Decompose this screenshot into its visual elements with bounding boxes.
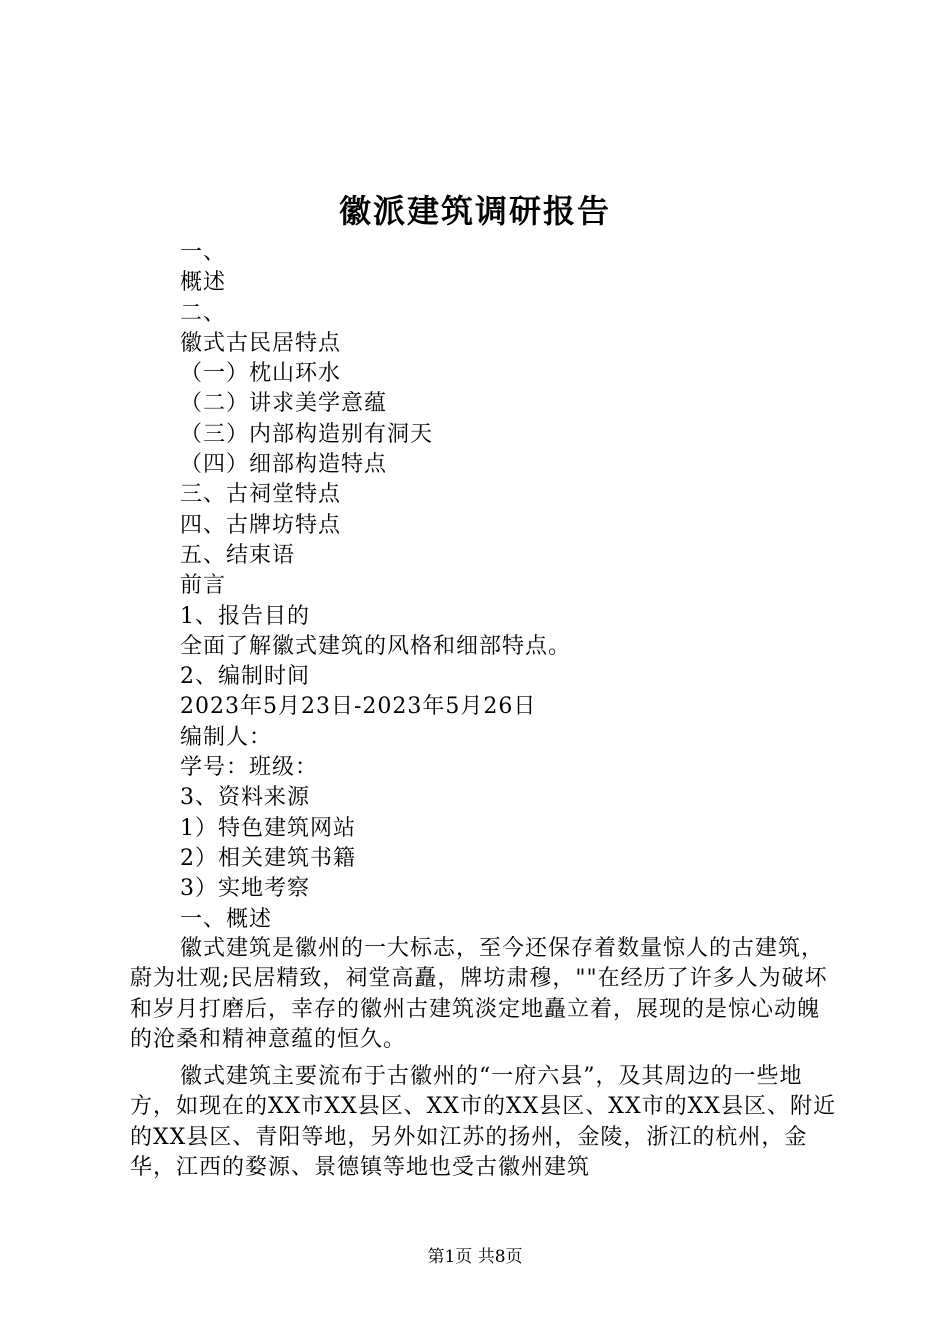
outline-line: 三、古祠堂特点	[180, 482, 342, 508]
outline-list	[180, 238, 840, 935]
outline-line: 1、报告目的	[180, 603, 310, 629]
outline-line: 3、资料来源	[180, 785, 310, 811]
outline-line: 2023年5月23日-2023年5月26日	[180, 694, 537, 720]
outline-line: 一、概述	[180, 906, 273, 932]
document-title: 徽派建筑调研报告	[338, 192, 611, 230]
outline-line: 一、	[180, 240, 227, 265]
body-paragraph	[130, 1062, 840, 1184]
outline-line: 概述	[180, 270, 227, 296]
outline-line: 全面了解徽式建筑的风格和细部特点。	[180, 633, 572, 659]
outline-line: 前言	[180, 573, 227, 599]
outline-line: 1）特色建筑网站	[180, 815, 356, 841]
outline-line: 2、编制时间	[180, 664, 310, 690]
outline-line: 学号：班级：	[180, 755, 319, 781]
body-paragraph	[130, 934, 840, 1055]
paragraph-text: 徽式建筑是徽州的一大标志，至今还保存着数量惊人的古建筑，蔚为壮观;民居精致，祠堂高矗，牌坊肃穆，""在经历了许多人为破坏和岁月打磨后，幸存的徽州古建筑淡定地矗立着，展现的是惊心动魄的沧桑和精神意蕴的恒久。	[130, 936, 828, 1052]
paragraph-text: 徽式建筑主要流布于古徽州的“一府六县”，及其周边的一些地方，如现在的XX市XX县区、XX市的XX县区、XX市的XX县区、附近的XX县区、青阳等地，另外如江苏的扬州，金陵，浙江的杭州，金华，江西的婺源、景德镇等地也受古徽州建筑	[130, 1064, 836, 1180]
outline-line: （三）内部构造别有洞天	[180, 421, 434, 447]
outline-line: （二）讲求美学意蕴	[180, 391, 388, 417]
outline-line: 3）实地考察	[180, 876, 310, 902]
outline-line: 四、古牌坊特点	[180, 512, 342, 538]
outline-line: （四）细部构造特点	[180, 452, 388, 478]
outline-line: 二、	[180, 300, 227, 326]
outline-line: 2）相关建筑书籍	[180, 845, 356, 871]
outline-line: 五、结束语	[180, 542, 296, 568]
outline-line: 徽式古民居特点	[180, 330, 342, 356]
page-footer: 第1页 共8页	[427, 1247, 523, 1267]
outline-line: （一）枕山环水	[180, 361, 342, 387]
outline-line: 编制人：	[180, 724, 273, 750]
